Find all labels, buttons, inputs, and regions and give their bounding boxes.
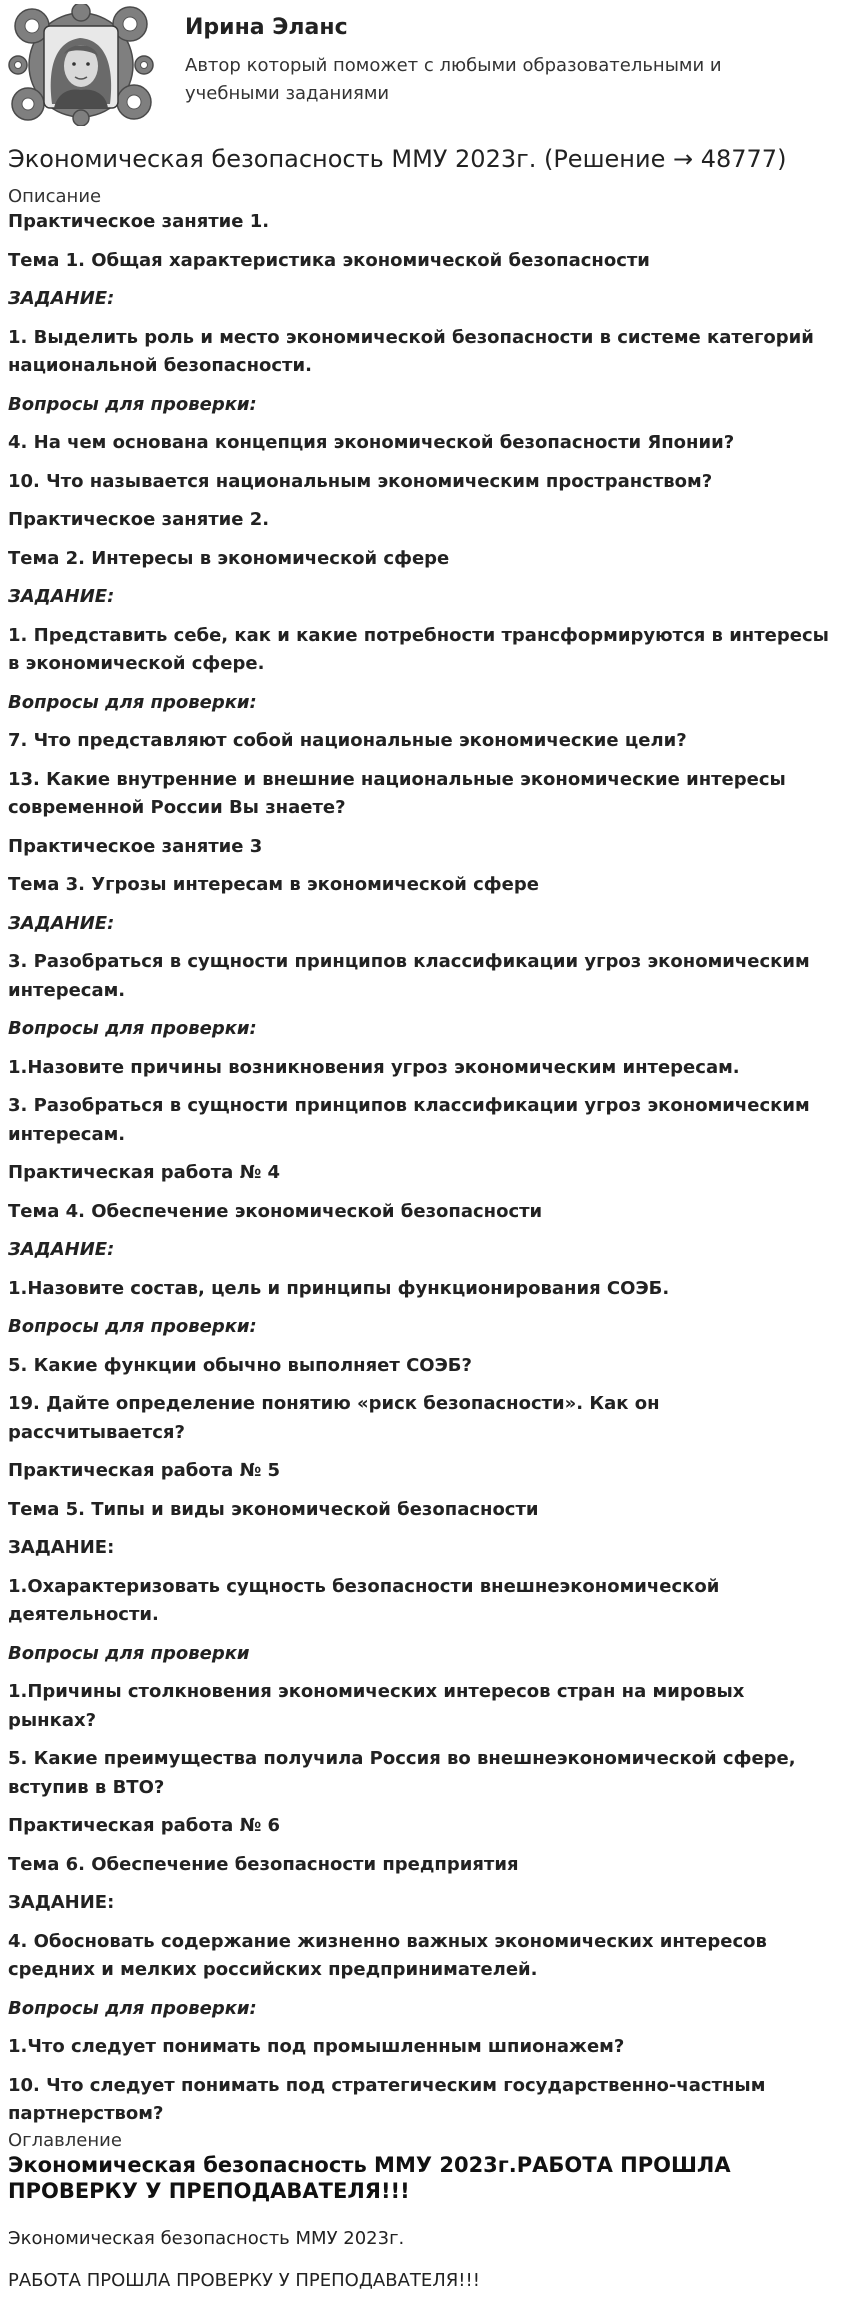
author-name[interactable]: Ирина Эланс — [185, 15, 348, 40]
section-heading: ЗАДАНИЕ: — [8, 1239, 115, 1260]
description-paragraph: 1.Охарактеризовать сущность безопасности внешнеэкономической деятельности. — [8, 1575, 720, 1625]
author-avatar[interactable] — [8, 4, 154, 126]
description-paragraph: 13. Какие внутренние и внешние национальные экономические интересы современной России Вы знаете? — [8, 768, 786, 818]
description-body — [8, 208, 838, 2139]
section-heading: ЗАДАНИЕ: — [8, 586, 115, 607]
description-paragraph: 4. Обосновать содержание жизненно важных экономических интересов средних и мелких российских предпринимателей. — [8, 1930, 767, 1980]
page-title: Экономическая безопасность ММУ 2023г. (Решение → 48777) — [8, 145, 787, 173]
description-paragraph: 3. Разобраться в сущности принципов классификации угроз экономическим интересам. — [8, 1095, 810, 1145]
description-paragraph: 10. Что следует понимать под стратегическим государственно-частным партнерством? — [8, 2074, 766, 2124]
section-heading: ЗАДАНИЕ: — [8, 912, 115, 934]
description-paragraph: Тема 4. Обеспечение экономической безопасности — [8, 1200, 543, 1222]
description-paragraph: 1. Выделить роль и место экономической безопасности в системе категорий национальной безопасности. — [8, 326, 814, 376]
section-heading: ЗАДАНИЕ: — [8, 288, 115, 309]
description-paragraph: 1.Что следует понимать под промышленным шпионажем? — [8, 2036, 625, 2057]
description-paragraph: 1.Причины столкновения экономических интересов стран на мировых рынках? — [8, 1681, 745, 1731]
section-heading: Вопросы для проверки: — [8, 1018, 257, 1039]
contents-label: Оглавление — [8, 2130, 122, 2151]
description-paragraph: 1.Назовите состав, цель и принципы функционирования СОЭБ. — [8, 1277, 670, 1299]
description-paragraph: Практическая работа № 4 — [8, 1162, 281, 1183]
description-paragraph: 5. Какие преимущества получила Россия во внешнеэкономической сфере, вступив в ВТО? — [8, 1748, 796, 1798]
description-paragraph: Тема 2. Интересы в экономической сфере — [8, 547, 450, 569]
description-paragraph: Практическое занятие 1. — [8, 211, 270, 232]
author-card — [8, 4, 838, 126]
description-paragraph: 7. Что представляют собой национальные экономические цели? — [8, 730, 687, 751]
section-heading: Вопросы для проверки: — [8, 691, 257, 713]
description-paragraph: Тема 3. Угрозы интересам в экономической сфере — [8, 874, 539, 895]
description-paragraph: Практическое занятие 3 — [8, 835, 263, 857]
description-paragraph: 10. Что называется национальным экономическим пространством? — [8, 470, 713, 492]
description-paragraph: Практическая работа № 5 — [8, 1460, 281, 1481]
description-paragraph: Практическая работа № 6 — [8, 1815, 281, 1836]
description-paragraph: ЗАДАНИЕ: — [8, 1537, 115, 1558]
author-description: Автор который поможет с любыми образовательными и учебными заданиями — [185, 55, 722, 104]
description-paragraph: Тема 5. Типы и виды экономической безопасности — [8, 1498, 539, 1520]
contents-title: Экономическая безопасность ММУ 2023г.РАБОТА ПРОШЛА ПРОВЕРКУ У ПРЕПОДАВАТЕЛЯ!!! — [8, 2153, 731, 2203]
description-paragraph: Тема 6. Обеспечение безопасности предприятия — [8, 1853, 519, 1875]
description-label: Описание — [8, 186, 102, 207]
description-paragraph: ЗАДАНИЕ: — [8, 1892, 115, 1913]
description-paragraph: Тема 1. Общая характеристика экономической безопасности — [8, 249, 650, 271]
description-paragraph: 3. Разобраться в сущности принципов классификации угроз экономическим интересам. — [8, 951, 810, 1001]
description-paragraph: 1. Представить себе, как и какие потребности трансформируются в интересы в экономической сфере. — [8, 624, 829, 674]
description-paragraph: Практическое занятие 2. — [8, 509, 270, 530]
description-paragraph: 5. Какие функции обычно выполняет СОЭБ? — [8, 1354, 472, 1376]
section-heading: Вопросы для проверки: — [8, 393, 257, 415]
contents-line: Экономическая безопасность ММУ 2023г. — [8, 2228, 405, 2249]
section-heading: Вопросы для проверки: — [8, 1316, 257, 1337]
section-heading: Вопросы для проверки — [8, 1642, 250, 1664]
description-paragraph: 19. Дайте определение понятию «риск безопасности». Как он рассчитывается? — [8, 1393, 660, 1443]
contents-line: РАБОТА ПРОШЛА ПРОВЕРКУ У ПРЕПОДАВАТЕЛЯ!!! — [8, 2270, 480, 2291]
description-paragraph: 1.Назовите причины возникновения угроз экономическим интересам. — [8, 1056, 740, 1078]
description-paragraph: 4. На чем основана концепция экономической безопасности Японии? — [8, 432, 735, 453]
section-heading: Вопросы для проверки: — [8, 1997, 257, 2019]
